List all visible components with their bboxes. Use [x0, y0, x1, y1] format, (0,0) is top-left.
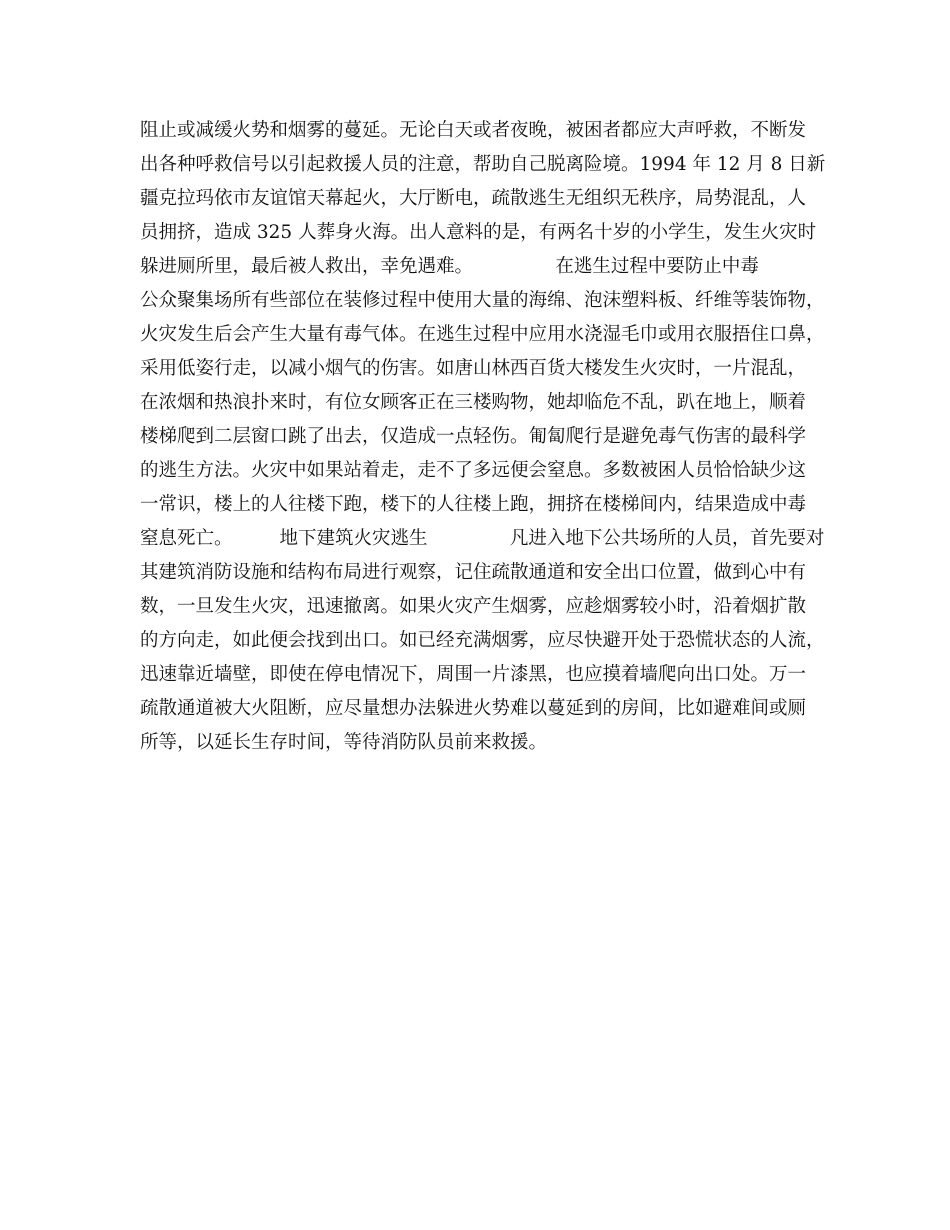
- text-line: 阻止或减缓火势和烟雾的蔓延。无论白天或者夜晚，被困者都应大声呼救，不断发: [140, 120, 807, 141]
- text-line: 员拥挤，造成 325 人葬身火海。出人意料的是，有两名十岁的小学生，发生火灾时: [140, 222, 817, 243]
- text-line: 采用低姿行走，以减小烟气的伤害。如唐山林西百货大楼发生火灾时，一片混乱，: [140, 358, 807, 379]
- text-line: 一常识，楼上的人往楼下跑，楼下的人往楼上跑，拥挤在楼梯间内，结果造成中毒: [140, 494, 807, 515]
- text-line: 迅速靠近墙壁，即使在停电情况下，周围一片漆黑，也应摸着墙爬向出口处。万一: [140, 664, 807, 685]
- text-line: 公众聚集场所有些部位在装修过程中使用大量的海绵、泡沫塑料板、纤维等装饰物，: [140, 290, 825, 311]
- body-text: [140, 114, 840, 760]
- text-line: 躲进厕所里，最后被人救出，幸免遇难。 在逃生过程中要防止中毒: [140, 256, 759, 277]
- text-line: 疆克拉玛依市友谊馆天幕起火，大厅断电，疏散逃生无组织无秩序，局势混乱，人: [140, 188, 807, 209]
- text-line: 疏散通道被大火阻断，应尽量想办法躲进火势难以蔓延到的房间，比如避难间或厕: [140, 698, 807, 719]
- text-line: 所等，以延长生存时间，等待消防队员前来救援。: [140, 732, 548, 753]
- text-line: 出各种呼救信号以引起救援人员的注意，帮助自己脱离险境。1994 年 12 月 8 日新: [140, 154, 826, 175]
- text-line: 其建筑消防设施和结构布局进行观察，记住疏散通道和安全出口位置，做到心中有: [140, 562, 807, 583]
- text-line: 的方向走，如此便会找到出口。如已经充满烟雾，应尽快避开处于恐慌状态的人流，: [140, 630, 825, 651]
- text-line: 楼梯爬到二层窗口跳了出去，仅造成一点轻伤。匍匐爬行是避免毒气伤害的最科学: [140, 426, 807, 447]
- text-line: 窒息死亡。 地下建筑火灾逃生 凡进入地下公共场所的人员，首先要对: [140, 528, 825, 549]
- text-line: 火灾发生后会产生大量有毒气体。在逃生过程中应用水浇湿毛巾或用衣服捂住口鼻，: [140, 324, 825, 345]
- text-line: 在浓烟和热浪扑来时，有位女顾客正在三楼购物，她却临危不乱，趴在地上，顺着: [140, 392, 807, 413]
- text-line: 的逃生方法。火灾中如果站着走，走不了多远便会窒息。多数被困人员恰恰缺少这: [140, 460, 807, 481]
- text-line: 数，一旦发生火灾，迅速撤离。如果火灾产生烟雾，应趁烟雾较小时，沿着烟扩散: [140, 596, 807, 617]
